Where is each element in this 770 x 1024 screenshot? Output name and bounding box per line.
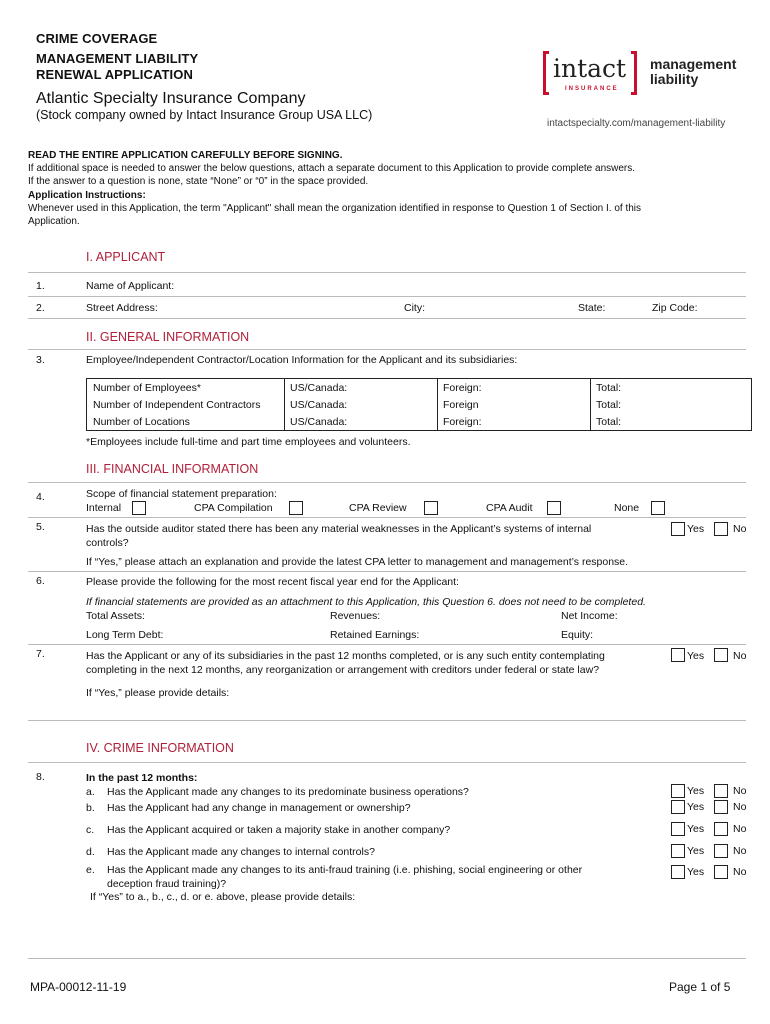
sub-letter: c.	[86, 824, 95, 836]
divider	[28, 958, 746, 959]
section-heading-general: II. GENERAL INFORMATION	[86, 330, 250, 344]
sub-question-text: Has the Applicant made any changes to internal controls?	[107, 846, 375, 858]
city-field[interactable]: City:	[404, 302, 425, 314]
question-number: 6.	[36, 575, 45, 587]
intact-logo	[543, 51, 637, 95]
form-title-type: RENEWAL APPLICATION	[36, 67, 193, 82]
yes-checkbox[interactable]	[671, 800, 685, 814]
yes-label: Yes	[687, 523, 705, 535]
question-number: 3.	[36, 354, 45, 366]
us-canada-contractors[interactable]: US/Canada:	[290, 399, 348, 411]
section-heading-financial: III. FINANCIAL INFORMATION	[86, 462, 259, 476]
followup-details-field[interactable]: If “Yes” to a., b., c., d. or e. above, please provide details:	[90, 891, 356, 903]
question-number: 1.	[36, 280, 45, 292]
instruction-line: If the answer to a question is none, state “None” or “0” in the space provided.	[28, 176, 369, 187]
option-label: Internal	[86, 502, 122, 514]
sub-letter: a.	[86, 786, 95, 798]
no-label: No	[733, 801, 747, 813]
sub-question-text: Has the Applicant made any changes to its predominate business operations?	[107, 786, 469, 798]
company-name: Atlantic Specialty Insurance Company	[36, 90, 306, 107]
section-heading-crime: IV. CRIME INFORMATION	[86, 741, 234, 755]
divider	[28, 349, 746, 350]
yes-label: Yes	[687, 866, 705, 878]
yes-checkbox[interactable]	[671, 522, 685, 536]
internal-checkbox[interactable]	[132, 501, 146, 515]
form-code: MPA-00012-11-19	[30, 980, 127, 994]
divider	[28, 571, 746, 572]
question-text: Has the Applicant or any of its subsidiaries in the past 12 months completed, or is any such entity contemplating	[86, 650, 605, 662]
foreign-contractors[interactable]: Foreign	[443, 399, 479, 411]
no-checkbox[interactable]	[714, 822, 728, 836]
divider	[28, 644, 746, 645]
question-text: Employee/Independent Contractor/Location Information for the Applicant and its subsidiaries:	[86, 354, 518, 366]
total-locations[interactable]: Total:	[596, 416, 622, 428]
no-checkbox[interactable]	[714, 800, 728, 814]
us-canada-locations[interactable]: US/Canada:	[290, 416, 348, 428]
logo-bracket-right	[631, 51, 637, 95]
instruction-line: Whenever used in this Application, the term "Applicant" shall mean the organization identified in response to Question 1 of Section I. of this	[28, 203, 642, 214]
divider	[28, 296, 746, 297]
read-carefully-heading: READ THE ENTIRE APPLICATION CAREFULLY BEFORE SIGNING.	[28, 150, 343, 161]
employee-note: *Employees include full-time and part time employees and volunteers.	[86, 436, 411, 448]
instruction-line: If additional space is needed to answer the below questions, attach a separate document to this Application to provide complete answers.	[28, 163, 636, 174]
page-number: Page 1 of 5	[669, 980, 731, 994]
table-divider	[590, 379, 591, 430]
yes-label: Yes	[687, 785, 705, 797]
question-number: 5.	[36, 521, 45, 533]
option-label: CPA Review	[349, 502, 407, 514]
question-number: 8.	[36, 771, 45, 783]
yes-checkbox[interactable]	[671, 648, 685, 662]
no-checkbox[interactable]	[714, 844, 728, 858]
question-text: Please provide the following for the most recent fiscal year end for the Applicant:	[86, 576, 459, 588]
sub-question-text: Has the Applicant made any changes to its anti-fraud training (i.e. phishing, social engineering or other	[107, 864, 583, 876]
no-label: No	[733, 845, 747, 857]
no-checkbox[interactable]	[714, 522, 728, 536]
total-assets-field[interactable]: Total Assets:	[86, 610, 145, 622]
logo-ml-line2: liability	[650, 71, 699, 87]
sub-letter: e.	[86, 864, 95, 876]
yes-checkbox[interactable]	[671, 784, 685, 798]
logo-management-liability	[650, 57, 736, 87]
divider	[28, 517, 746, 518]
no-label: No	[733, 823, 747, 835]
long-term-debt-field[interactable]: Long Term Debt:	[86, 629, 164, 641]
no-label: No	[733, 785, 747, 797]
divider	[28, 482, 746, 483]
cpa-review-checkbox[interactable]	[424, 501, 438, 515]
sub-question-text: Has the Applicant acquired or taken a majority stake in another company?	[107, 824, 451, 836]
yes-checkbox[interactable]	[671, 822, 685, 836]
cpa-audit-checkbox[interactable]	[547, 501, 561, 515]
revenues-field[interactable]: Revenues:	[330, 610, 381, 622]
divider	[28, 762, 746, 763]
question-number: 7.	[36, 648, 45, 660]
table-cell: Number of Independent Contractors	[93, 399, 261, 411]
logo-ml-line1: management	[650, 56, 737, 72]
instruction-line: Application.	[28, 216, 80, 227]
no-checkbox[interactable]	[714, 865, 728, 879]
table-cell: Number of Locations	[93, 416, 190, 428]
sub-letter: d.	[86, 846, 95, 858]
cpa-compilation-checkbox[interactable]	[289, 501, 303, 515]
instructions-label: Application Instructions:	[28, 190, 146, 201]
divider	[28, 318, 746, 319]
website-link[interactable]: intactspecialty.com/management-liability	[547, 118, 726, 129]
no-label: No	[733, 650, 747, 662]
divider	[28, 720, 746, 721]
employee-table	[86, 378, 752, 431]
yes-label: Yes	[687, 650, 705, 662]
option-label: None	[614, 502, 640, 514]
logo-insurance: INSURANCE	[565, 86, 619, 92]
sub-question-text: Has the Applicant had any change in management or ownership?	[107, 802, 411, 814]
net-income-field[interactable]: Net Income:	[561, 610, 618, 622]
question-text: controls?	[86, 537, 129, 549]
question-text: Scope of financial statement preparation:	[86, 488, 277, 500]
no-label: No	[733, 866, 747, 878]
no-label: No	[733, 523, 747, 535]
question-number: 2.	[36, 302, 45, 314]
followup-details-field[interactable]: If “Yes,” please provide details:	[86, 687, 230, 699]
yes-label: Yes	[687, 801, 705, 813]
question-note: If financial statements are provided as an attachment to this Application, this Question 6. does not need to be completed.	[86, 596, 646, 608]
zip-code-field[interactable]: Zip Code:	[652, 302, 698, 314]
applicant-name-field[interactable]: Name of Applicant:	[86, 280, 175, 292]
logo-bracket-left	[543, 51, 549, 95]
retained-earnings-field[interactable]: Retained Earnings:	[330, 629, 420, 641]
option-label: CPA Compilation	[194, 502, 273, 514]
no-checkbox[interactable]	[714, 784, 728, 798]
divider	[28, 272, 746, 273]
total-employees[interactable]: Total:	[596, 382, 622, 394]
question-text: completing in the next 12 months, any reorganization or arrangement with creditors under federal or state law?	[86, 664, 600, 676]
logo-wordmark: intact	[553, 54, 627, 83]
form-title-coverage: CRIME COVERAGE	[36, 31, 158, 46]
sub-letter: b.	[86, 802, 95, 814]
company-subsidiary: (Stock company owned by Intact Insurance Group USA LLC)	[36, 108, 373, 122]
no-checkbox[interactable]	[714, 648, 728, 662]
foreign-employees[interactable]: Foreign:	[443, 382, 482, 394]
question-number: 4.	[36, 491, 45, 503]
total-contractors[interactable]: Total:	[596, 399, 622, 411]
table-divider	[284, 379, 285, 430]
yes-checkbox[interactable]	[671, 844, 685, 858]
none-checkbox[interactable]	[651, 501, 665, 515]
state-field[interactable]: State:	[578, 302, 606, 314]
sub-question-text: deception fraud training)?	[107, 878, 227, 890]
section-heading-applicant: I. APPLICANT	[86, 250, 166, 264]
yes-label: Yes	[687, 845, 705, 857]
yes-label: Yes	[687, 823, 705, 835]
equity-field[interactable]: Equity:	[561, 629, 594, 641]
form-title-line: MANAGEMENT LIABILITY	[36, 51, 199, 66]
option-label: CPA Audit	[486, 502, 533, 514]
yes-checkbox[interactable]	[671, 865, 685, 879]
followup-text: If “Yes,” please attach an explanation and provide the latest CPA letter to management and management’s response.	[86, 556, 629, 568]
foreign-locations[interactable]: Foreign:	[443, 416, 482, 428]
street-address-field[interactable]: Street Address:	[86, 302, 158, 314]
us-canada-employees[interactable]: US/Canada:	[290, 382, 348, 394]
table-cell: Number of Employees*	[93, 382, 201, 394]
question-text: In the past 12 months:	[86, 772, 198, 784]
question-text: Has the outside auditor stated there has been any material weaknesses in the Applicant’s systems of internal	[86, 523, 592, 535]
table-divider	[437, 379, 438, 430]
